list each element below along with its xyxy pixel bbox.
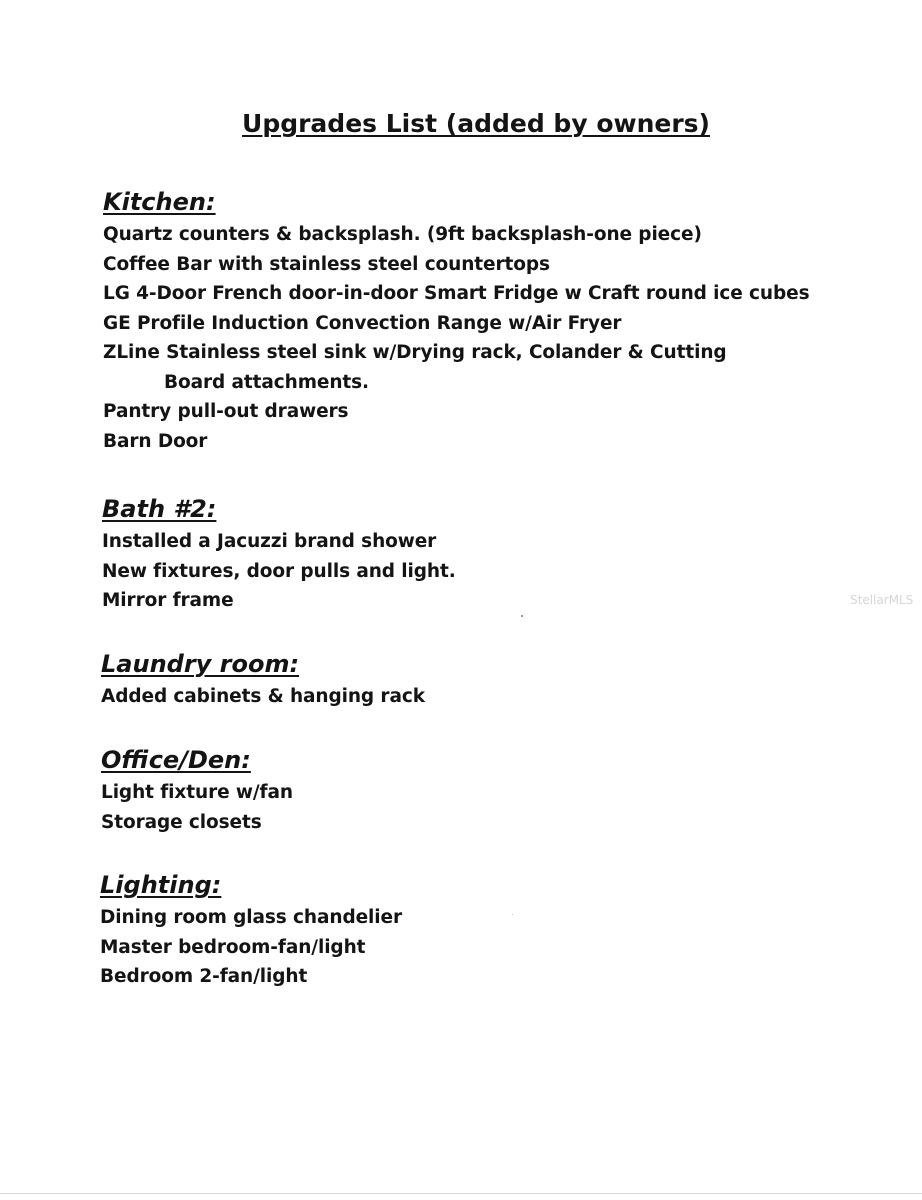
list-item: Storage closets [101, 811, 262, 833]
list-item: LG 4-Door French door-in-door Smart Fridge w Craft round ice cubes [103, 283, 810, 304]
section-bath-2 [102, 493, 862, 616]
list-item: Coffee Bar with stainless steel countertops [103, 253, 550, 275]
section-laundry-room [101, 648, 861, 712]
list-item: Bedroom 2-fan/light [100, 966, 308, 987]
document-title: Upgrades List (added by owners) [242, 109, 710, 138]
list-item-continuation: Board attachments. [164, 371, 369, 393]
section-kitchen [103, 186, 863, 456]
section-heading: Office/Den: [101, 746, 251, 774]
list-item: New fixtures, door pulls and light. [102, 560, 456, 582]
section-heading: Laundry room: [101, 650, 300, 678]
list-item: GE Profile Induction Convection Range w/Air Fryer [103, 312, 622, 334]
scan-speck [521, 615, 523, 617]
list-item: Light fixture w/fan [101, 782, 293, 803]
section-heading: Bath #2: [102, 495, 217, 523]
section-heading: Lighting: [100, 871, 222, 899]
list-item: Barn Door [103, 430, 208, 452]
list-item: Quartz counters & backsplash. (9ft backsplash-one piece) [103, 224, 702, 245]
section-lighting [100, 869, 860, 992]
list-item: Master bedroom-fan/light [100, 936, 366, 958]
section-heading: Kitchen: [103, 188, 216, 216]
list-item: ZLine Stainless steel sink w/Drying rack, Colander & Cutting [103, 342, 727, 363]
scan-edge-line [0, 1193, 922, 1194]
scan-speck [512, 914, 513, 915]
section-office-den [101, 744, 861, 837]
list-item: Pantry pull-out drawers [103, 401, 349, 422]
list-item: Installed a Jacuzzi brand shower [102, 531, 437, 552]
list-item: Mirror frame [102, 590, 234, 611]
list-item: Added cabinets & hanging rack [101, 686, 425, 707]
list-item: Dining room glass chandelier [100, 907, 402, 928]
watermark: StellarMLS [850, 593, 914, 607]
